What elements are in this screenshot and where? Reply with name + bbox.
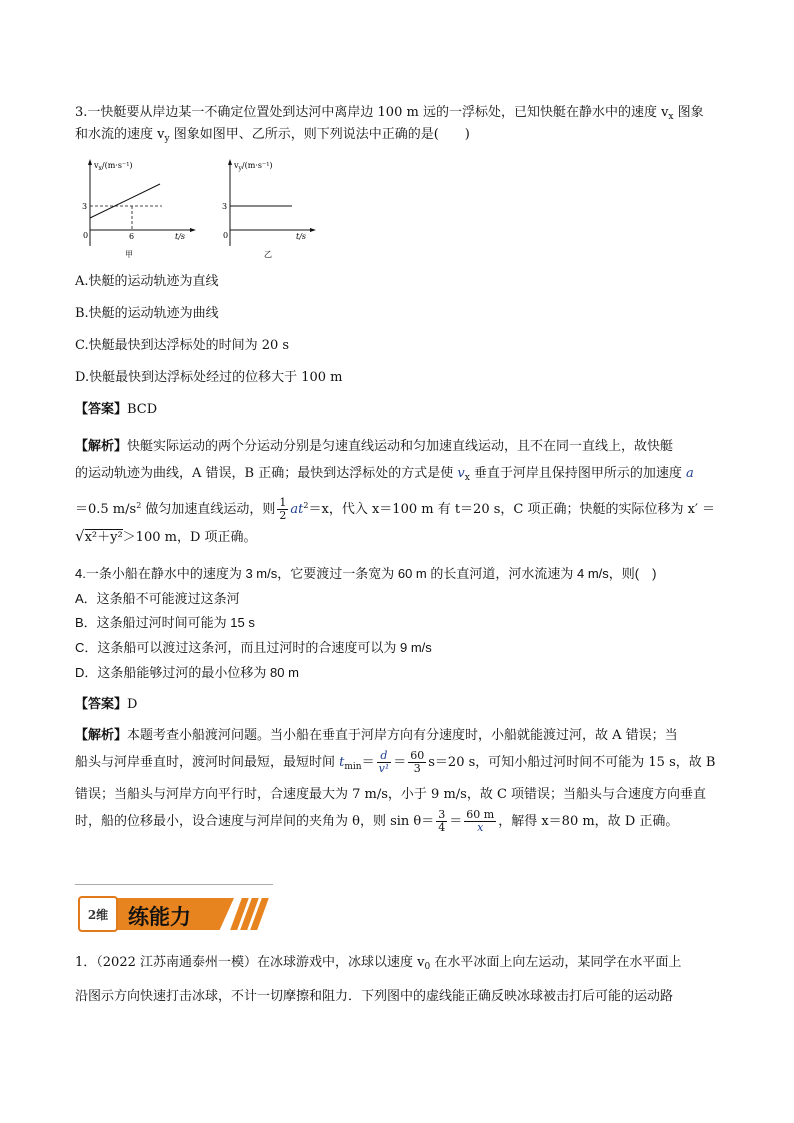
q4-analysis-tag: 【解析】: [75, 728, 128, 743]
section-divider: [75, 884, 273, 885]
graph-jia: [80, 158, 200, 268]
p1-line1-sub: 0: [424, 962, 431, 972]
p1-stem: [75, 948, 720, 1012]
q3-analysis-line3d: ＝x，代入 x＝100 m 有 t＝20 s，C 项正确；快艇的实际位移为 x′ ＝: [308, 502, 716, 517]
q3-analysis: [75, 433, 720, 551]
p1-line1b: 在水平冰面上向左运动，某同学在水平面上: [430, 955, 682, 970]
graph-jia-caption: 甲: [125, 250, 133, 259]
q4-option-b: B．这条船过河时间可能为 15 s: [75, 615, 255, 630]
q4-analysis-line4b: ，解得 x＝80 m，故 D 正确。: [498, 814, 679, 829]
q4-option-a: A．这条船不可能渡过这条河: [75, 591, 240, 606]
q3-frac-num: 1: [279, 496, 287, 509]
q4-option-c: C．这条船可以渡过这条河，而且过河时的合速度可以为 9 m/s: [75, 640, 432, 655]
graph-yi-origin: 0: [223, 231, 229, 240]
q3-analysis-sup2: 2: [303, 501, 309, 510]
q3-line1-text: 3.一快艇要从岸边某一不确定位置处到达河中离岸边 100 m 远的一浮标处，已知快艇在静水中的速度 v: [75, 105, 669, 120]
graph-jia-ylabel: $v_x/(m\cdot s^{-1})$: [94, 161, 133, 172]
q3-line2-sub: y: [164, 134, 170, 144]
q3-analysis-a-var: a: [686, 466, 694, 481]
graph-yi: [220, 158, 320, 268]
q4-answer: [75, 696, 137, 714]
q4-frac-v: v¹: [378, 762, 390, 775]
q4-analysis-eq1: ＝: [361, 755, 375, 770]
q3-frac-den: 2: [279, 509, 287, 522]
graph-yi-xlabel: t/s: [296, 232, 307, 241]
section-banner: [78, 896, 258, 932]
q4-frac-4d: 4: [438, 821, 446, 834]
graph-yi-ylabel: $v_y/(m\cdot s^{-1})$: [234, 161, 273, 172]
q3-answer: [75, 401, 157, 419]
q3-option-c: C.快艇最快到达浮标处的时间为 20 s: [75, 338, 290, 353]
q4-frac-3n: 3: [438, 808, 446, 821]
q4-analysis-line4a: 时，船的位移最小，设合速度与河岸间的夹角为 θ，则 sin θ＝: [75, 814, 435, 829]
q3-stem: [75, 104, 720, 148]
q4-analysis-line3: 错误；当船头与河岸方向平行时，合速度最大为 7 m/s，小于 9 m/s，故 C 项错误；当船头与合速度方向垂直: [75, 787, 707, 802]
q4-stem: 4.一条小船在静水中的速度为 3 m/s，它要渡过一条宽为 60 m 的长直河道，河水流速为 4 m/s，则( ): [75, 566, 657, 581]
graph-jia-xtick: 6: [129, 232, 135, 241]
graph-yi-caption: 乙: [264, 250, 272, 259]
q4-analysis-t: t: [339, 755, 345, 770]
q4-analysis-eq2: ＝: [449, 814, 463, 829]
q3-analysis-sqrt-body: x²＋y²: [84, 530, 123, 545]
q3-analysis-sup: 2: [136, 501, 142, 510]
q3-analysis-line2a: 的运动轨迹为曲线，A 错误，B 正确；最快到达浮标处的方式是使: [75, 466, 458, 481]
graph-yi-ytick: 3: [222, 202, 228, 211]
q4-answer-value: D: [127, 697, 138, 712]
q3-analysis-vx: v: [457, 466, 465, 481]
q3-analysis-vx-sub: x: [464, 473, 470, 483]
graph-jia-origin: 0: [83, 231, 89, 240]
q3-answer-tag: 【答案】: [75, 402, 128, 417]
q3-line2-post: 图象如图甲、乙所示，则下列说法中正确的是( ): [169, 127, 470, 142]
q3-line1-sub: x: [668, 112, 674, 122]
section-badge: 2维: [78, 896, 118, 932]
q4-frac-60m-x: [464, 809, 496, 834]
q4-frac-d: d: [377, 750, 392, 763]
q3-option-b: B.快艇的运动轨迹为曲线: [75, 306, 219, 321]
q4-frac-d-v: [377, 750, 392, 775]
q4-frac-3-4: [436, 809, 447, 834]
q3-analysis-line3a: ＝0.5 m/s: [75, 502, 137, 517]
q4-option-d: D．这条船能够过河的最小位移为 80 m: [75, 665, 299, 680]
q4-analysis-line2b: s＝20 s，可知小船过河时间不可能为 15 s，故 B: [428, 755, 716, 770]
q4-analysis-line1: 本题考查小船渡河问题。当小船在垂直于河岸方向有分速度时，小船就能渡过河，故 A 错误；当: [127, 728, 678, 743]
q3-answer-value: BCD: [127, 402, 158, 417]
section-title: 练能力: [128, 905, 191, 929]
graph-jia-ytick: 3: [82, 202, 88, 211]
q4-analysis-tmin-sub: min: [344, 762, 362, 772]
q4-frac-x: x: [477, 821, 484, 834]
q4-frac-60-3: [408, 750, 426, 775]
q4-analysis-line2a: 船头与河岸垂直时，渡河时间最短，最短时间: [75, 755, 340, 770]
q3-line1-end: 图象: [673, 105, 704, 120]
q4-answer-tag: 【答案】: [75, 697, 128, 712]
q3-option-d: D.快艇最快到达浮标处经过的位移大于 100 m: [75, 370, 343, 385]
p1-line2: 沿图示方向快速打击冰球，不计一切摩擦和阻力．下列图中的虚线能正确反映冰球被击打后可能的运动路: [75, 989, 674, 1004]
q3-analysis-tag: 【解析】: [75, 439, 128, 454]
q4-frac-60: 60: [410, 749, 425, 762]
q3-analysis-line2b: 垂直于河岸且保持图甲所示的加速度: [469, 466, 687, 481]
q3-analysis-frac: [277, 497, 288, 522]
q3-analysis-at: at: [290, 502, 304, 517]
q4-frac-3: 3: [413, 762, 421, 775]
q3-line2-pre: 和水流的速度 v: [75, 127, 165, 142]
q4-frac-60m: 60 m: [466, 808, 495, 821]
p1-line1: 1．（2022 江苏南通泰州一模）在冰球游戏中，冰球以速度 v: [75, 955, 425, 970]
q3-analysis-sqrt: √x²＋y²: [75, 527, 123, 545]
q3-option-a: A.快艇的运动轨迹为直线: [75, 274, 219, 289]
graph-jia-line: [90, 184, 160, 218]
q4-analysis: 【解析】本题考查小船渡河问题。当小船在垂直于河岸方向有分速度时，小船就能渡过河，故 A 错误；当 船头与河岸垂直时，渡河时间最短，最短时间 $t_{min}=$ $\frac{d}{\text{v¹}}$ ＝ $\frac{60}{3}$ s＝20 s，可知小船过河时间不可能为 15 s，故 B 错误；当船头与河岸方向平行时，合速度最大为 7 m/s，小于 9 m/s，故 C 项错误；当船头与合速度方向垂直 时，船的位移最小，设合速度与河岸间的夹角为 θ，则 sin θ＝ $\frac{3}{4}$ ＝ $\frac{60 m}{x}$ ，解得 x＝80 m，故 D 正确。: [75, 728, 716, 834]
q3-analysis-line1: 快艇实际运动的两个分运动分别是匀速直线运动和匀加速直线运动，且不在同一直线上，故快艇: [127, 439, 674, 454]
q3-analysis-line3b: 做匀加速直线运动，则: [141, 502, 276, 517]
graph-jia-xlabel: t/s: [175, 232, 186, 241]
q3-analysis-line4b: ＞100 m，D 项正确。: [122, 530, 257, 545]
